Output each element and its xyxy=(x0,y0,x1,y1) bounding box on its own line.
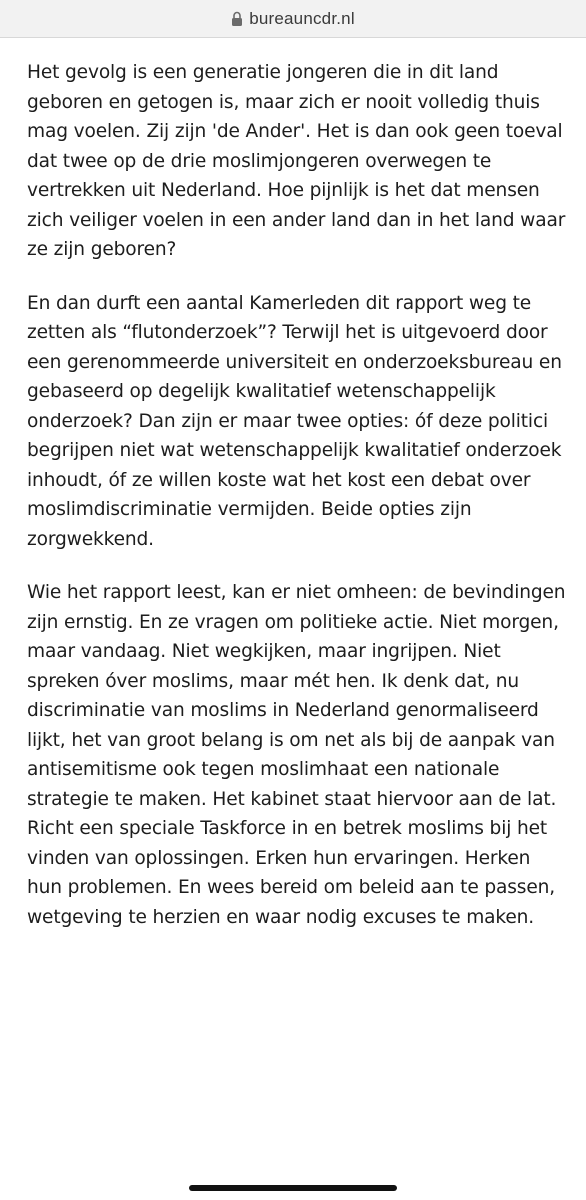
home-indicator[interactable] xyxy=(189,1185,397,1191)
article-paragraph-2: En dan durft een aantal Kamerleden dit rapport weg te zetten als “flutonderzoek”? Terwijl het is uitgevoerd door een gerenommeerde universiteit en onderzoeksbureau en gebaseerd op degelijk kwalitatief wetenschappelijk onderzoek? Dan zijn er maar twee opties: óf deze politici begrijpen niet wat wetenschappelijk kwalitatief onderzoek inhoudt, óf ze willen koste wat het kost een debat over moslimdiscriminatie vermijden. Beide opties zijn zorgwekkend. xyxy=(27,292,562,550)
lock-icon xyxy=(231,11,243,27)
article-paragraph-1: Het gevolg is een generatie jongeren die in dit land geboren en getogen is, maar zich er nooit volledig thuis mag voelen. Zij zijn 'de Ander'. Het is dan ook geen toeval dat twee op de drie moslimjongeren overwegen te vertrekken uit Nederland. Hoe pijnlijk is het dat mensen zich veiliger voelen in een ander land dan in het land waar ze zijn geboren? xyxy=(27,62,566,260)
address-display[interactable] xyxy=(231,0,355,38)
url-text: bureauncdr.nl xyxy=(249,8,355,28)
article-body xyxy=(27,58,567,956)
browser-address-bar[interactable] xyxy=(0,0,586,38)
article-paragraph-3: Wie het rapport leest, kan er niet omheen: de bevindingen zijn ernstig. En ze vragen om politieke actie. Niet morgen, maar vandaag. Niet wegkijken, maar ingrijpen. Niet spreken óver moslims, maar mét hen. Ik denk dat, nu discriminatie van moslims in Nederland genormaliseerd lijkt, het van groot belang is om net als bij de aanpak van antisemitisme ook tegen moslimhaat een nationale strategie te maken. Het kabinet staat hiervoor aan de lat. Richt een speciale Taskforce in en betrek moslims bij het vinden van oplossingen. Erken hun ervaringen. Herken hun problemen. En wees bereid om beleid aan te passen, wetgeving te herzien en waar nodig excuses te maken. xyxy=(27,582,566,928)
